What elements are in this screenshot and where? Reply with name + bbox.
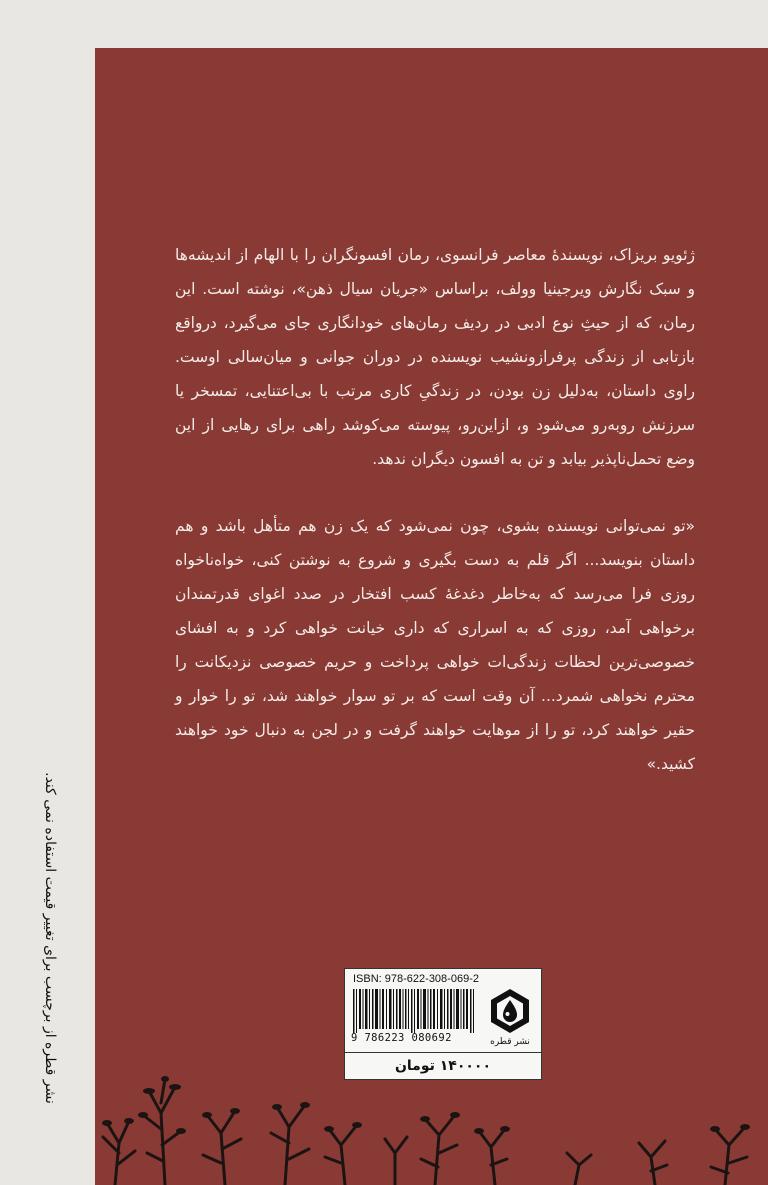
blurb-paragraph-1: [175, 238, 695, 476]
barcode-label: [344, 968, 542, 1080]
blurb-text-1: ژئویو بریزاک، نویسندۀ معاصر فرانسوی، رمان افسونگران را با الهام از اندیشه‌ها و سبک نگارش ویرجینیا وولف، براساس «جریان سیال ذهن»، نوشته است. این رمان، که از حیثِ نوع ادبی در ردیف رمان‌های خودانگاری جای می‌گیرد، درواقع بازتابی از زندگی پرفرازونشیب نویسنده در دوران جوانی و میان‌سالی اوست. راوی داستان، به‌دلیل زن بودن، در زندگیِ کاری مرتب با بی‌اعتنایی، تمسخر یا سرزنش روبه‌رو می‌شود و، ازاین‌رو، پیوسته می‌کوشد راهی برای رهایی از این وضع تحمل‌ناپذیر بیابد و تن به افسون دیگران ندهد.: [175, 246, 695, 468]
blurb-text-2: «تو نمی‌توانی نویسنده بشوی، چون نمی‌شود که یک زن هم متأهل باشد و هم داستان بنویسد... اگر قلم به دست بگیری و شروع به نوشتن کنی، خواه‌ناخواه روزی فرا می‌رسد که به‌خاطر دغدغۀ کسب افتخار در صدد اغوای قدرتمندان برخواهی آمد، روزی که به اسراری که داری خیانت خواهی کرد و به افشای خصوصی‌ترین لحظات زندگی‌ات خواهی پرداخت و حریم خصوصی نزدیکانت را محترم نخواهی شمرد... آن وقت است که بر تو سوار خواهند شد، تو را خوار و حقیر خواهند کرد، تو را از موهایت خواهند گرفت و در لجن به دنبال خود خواهند کشید.»: [175, 517, 695, 773]
tree-silhouette-icon: [95, 1073, 768, 1185]
price-sticker-note: نشر قطره از برچسب برای تغییر قیمت استفاده نمی کند.: [42, 772, 58, 1104]
barcode-icon: [351, 989, 479, 1033]
blurb-paragraph-2: [175, 509, 695, 781]
back-cover: [95, 48, 768, 1185]
price-label: ۱۴۰۰۰۰ تومان: [345, 1052, 541, 1079]
publisher-label: نشر قطره: [490, 1037, 530, 1047]
isbn-label: ISBN: 978-622-308-069-2: [353, 973, 479, 985]
barcode-digits: 9 786223 080692: [351, 1032, 452, 1044]
drop-logo-icon: [487, 987, 533, 1035]
